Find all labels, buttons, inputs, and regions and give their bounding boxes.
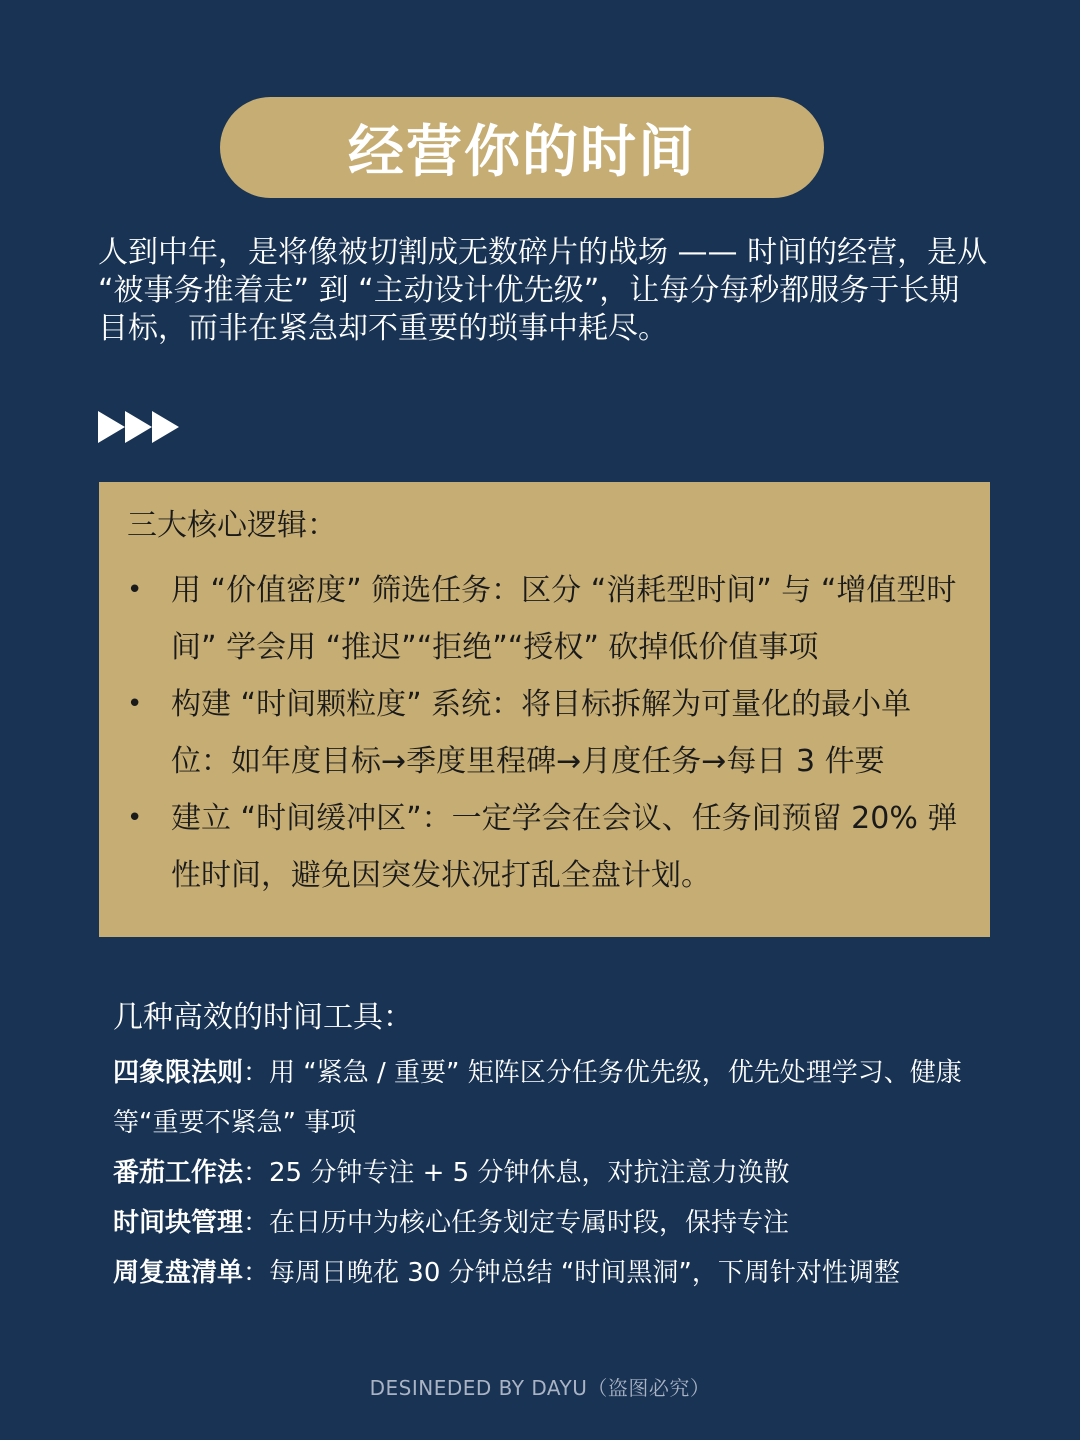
footer-credit: DESINEDED BY DAYU（盗图必究） (369, 1376, 711, 1400)
arrow-icon (125, 411, 152, 443)
triple-arrow-icon (98, 411, 179, 443)
list-item-text: 构建 “时间颗粒度” 系统：将目标拆解为可量化的最小单位：如年度目标→季度里程碑→月度任务→每日 3 件要 (171, 687, 912, 779)
page-title: 经营你的时间 (348, 119, 696, 185)
tool-item (113, 1248, 993, 1298)
tool-name: 四象限法则 (113, 1058, 244, 1088)
list-item (127, 790, 960, 904)
tools-section (113, 996, 993, 1298)
arrow-icon (152, 411, 179, 443)
arrow-icon (98, 411, 125, 443)
intro-paragraph: 人到中年，是将像被切割成无数碎片的战场 —— 时间的经营，是从 “被事务推着走” 到 “主动设计优先级”，让每分每秒都服务于长期目标，而非在紧急却不重要的琐事中耗尽。 (98, 235, 988, 346)
bullet-icon: • (127, 803, 143, 833)
tool-name: 番茄工作法 (113, 1158, 244, 1188)
tool-name: 时间块管理 (113, 1208, 244, 1238)
core-logic-box (99, 482, 990, 937)
tool-item (113, 1198, 993, 1248)
tool-desc: ：用 “紧急 / 重要” 矩阵区分任务优先级，优先处理学习、健康等“重要不紧急” 事项 (113, 1058, 962, 1138)
tools-heading: 几种高效的时间工具： (113, 1000, 413, 1035)
list-item-text: 用 “价值密度” 筛选任务：区分 “消耗型时间” 与 “增值型时间” 学会用 “推迟”“拒绝”“授权” 砍掉低价值事项 (171, 573, 957, 665)
tool-item (113, 1048, 993, 1148)
tool-desc: ：每周日晚花 30 分钟总结 “时间黑洞”，下周针对性调整 (243, 1258, 900, 1288)
tool-desc: ：25 分钟专注 + 5 分钟休息，对抗注意力涣散 (243, 1158, 790, 1188)
tool-desc: ：在日历中为核心任务划定专属时段，保持专注 (243, 1208, 790, 1238)
bullet-icon: • (127, 575, 143, 605)
core-logic-heading: 三大核心逻辑： (127, 508, 337, 543)
title-banner (220, 97, 824, 198)
bullet-icon: • (127, 689, 143, 719)
list-item-text: 建立 “时间缓冲区”：一定学会在会议、任务间预留 20% 弹性时间，避免因突发状况打乱全盘计划。 (171, 801, 958, 893)
core-logic-list (127, 562, 960, 904)
tool-name: 周复盘清单 (113, 1258, 244, 1288)
list-item (127, 676, 960, 790)
tool-item (113, 1148, 993, 1198)
list-item (127, 562, 960, 676)
